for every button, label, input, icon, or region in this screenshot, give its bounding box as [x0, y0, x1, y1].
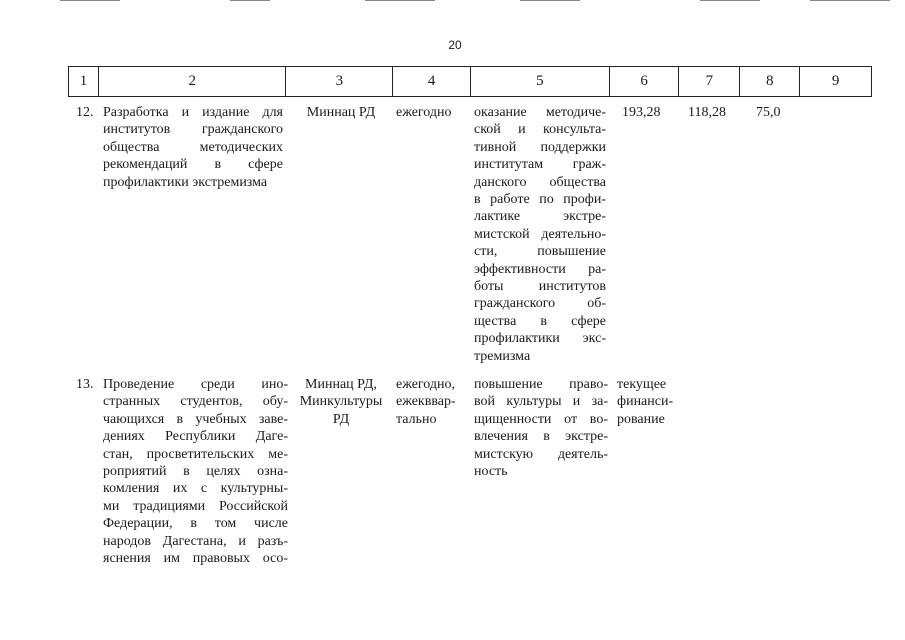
term [396, 104, 466, 121]
text-line: чающихся в учебных заве- [103, 411, 288, 427]
funding-year-2: 75,0 [756, 105, 781, 120]
text-line: в работе по профи- [474, 192, 606, 208]
text-line: РД [332, 411, 350, 427]
header-cell: 4 [393, 67, 471, 96]
text-line: щищенности от во- [474, 411, 608, 427]
text-line: Проведение среди ино- [103, 377, 288, 392]
text-line: боты институтов [474, 279, 606, 295]
text-line: тивной поддержки [474, 139, 606, 155]
text-line: роприятий в целях озна- [103, 464, 288, 480]
text-line: мистской деятельно- [474, 226, 606, 242]
scan-artifact [230, 0, 270, 1]
text-line: комления их с культурны- [103, 481, 288, 497]
text-line: мистскую деятель- [474, 446, 608, 462]
header-cell: 1 [69, 67, 99, 96]
scan-artifact [700, 0, 760, 1]
text-line: ской и консульта- [474, 122, 606, 138]
header-cell: 5 [471, 67, 610, 96]
text-line: яснения им правовых осо- [103, 551, 288, 567]
header-cell: 3 [286, 67, 393, 96]
text-line: сти, повышение [474, 244, 606, 260]
header-cell: 2 [99, 67, 287, 96]
text-line: народов Дагестана, и разъ- [103, 533, 288, 549]
text-line: рование [617, 411, 665, 427]
text-line: финанси- [617, 394, 674, 410]
executor [293, 104, 389, 121]
measure-title [103, 104, 283, 191]
term [396, 376, 468, 428]
text-line: текущее [617, 377, 667, 392]
text-line: дениях Республики Даге- [103, 429, 288, 445]
header-cell: 6 [610, 67, 680, 96]
text-line: ность [474, 464, 508, 480]
text-line: институтам граж- [474, 157, 606, 173]
text-line: повышение право- [474, 377, 608, 392]
header-cell: 8 [740, 67, 800, 96]
table-header-row [68, 66, 872, 97]
scan-artifact [60, 0, 120, 1]
text-line: Федерации, в том числе [103, 516, 288, 532]
text-line: щества в сфере [474, 313, 606, 329]
text-line: эффективности ра- [474, 261, 606, 277]
text-line: гражданского об- [474, 296, 606, 312]
text-line: общества методических [103, 139, 283, 155]
text-line: ми традициями Российской [103, 498, 288, 514]
scan-artifact [365, 0, 435, 1]
text-line: тально [396, 411, 437, 427]
text-line: лактике экстре- [474, 209, 606, 225]
header-cell: 7 [679, 67, 740, 96]
text-line: Минкультуры [299, 394, 383, 410]
row-number: 12. [76, 105, 94, 120]
row-number: 13. [76, 377, 94, 392]
text-line: профилактики экстремизма [103, 174, 268, 190]
text-line: Миннац РД [306, 105, 376, 120]
text-line: институтов гражданского [103, 122, 283, 138]
text-line: стан, просветительских ме- [103, 446, 288, 462]
scan-artifact [810, 0, 890, 1]
expected-result [474, 104, 606, 365]
text-line: странных студентов, обу- [103, 394, 288, 410]
expected-result [474, 376, 608, 480]
text-line: влечения в экстре- [474, 429, 608, 445]
text-line: рекомендаций в сфере [103, 157, 283, 173]
measure-title [103, 376, 288, 567]
text-line: ежекввар- [396, 394, 456, 410]
header-cell: 9 [831, 73, 840, 89]
text-line: данского общества [474, 174, 606, 190]
text-line: оказание методиче- [474, 105, 606, 120]
executor [293, 376, 389, 428]
funding-source [617, 376, 687, 428]
page-number: 20 [448, 38, 462, 52]
text-line: тремизма [474, 348, 531, 364]
scan-artifact [520, 0, 580, 1]
text-line: вой культуры и за- [474, 394, 608, 410]
funding-total: 193,28 [622, 105, 661, 120]
funding-year-1: 118,28 [688, 105, 726, 120]
text-line: Миннац РД, [305, 377, 377, 392]
text-line: Разработка и издание для [103, 105, 283, 120]
text-line: ежегодно [396, 105, 452, 120]
text-line: ежегодно, [396, 377, 456, 392]
text-line: профилактики экс- [474, 331, 606, 347]
